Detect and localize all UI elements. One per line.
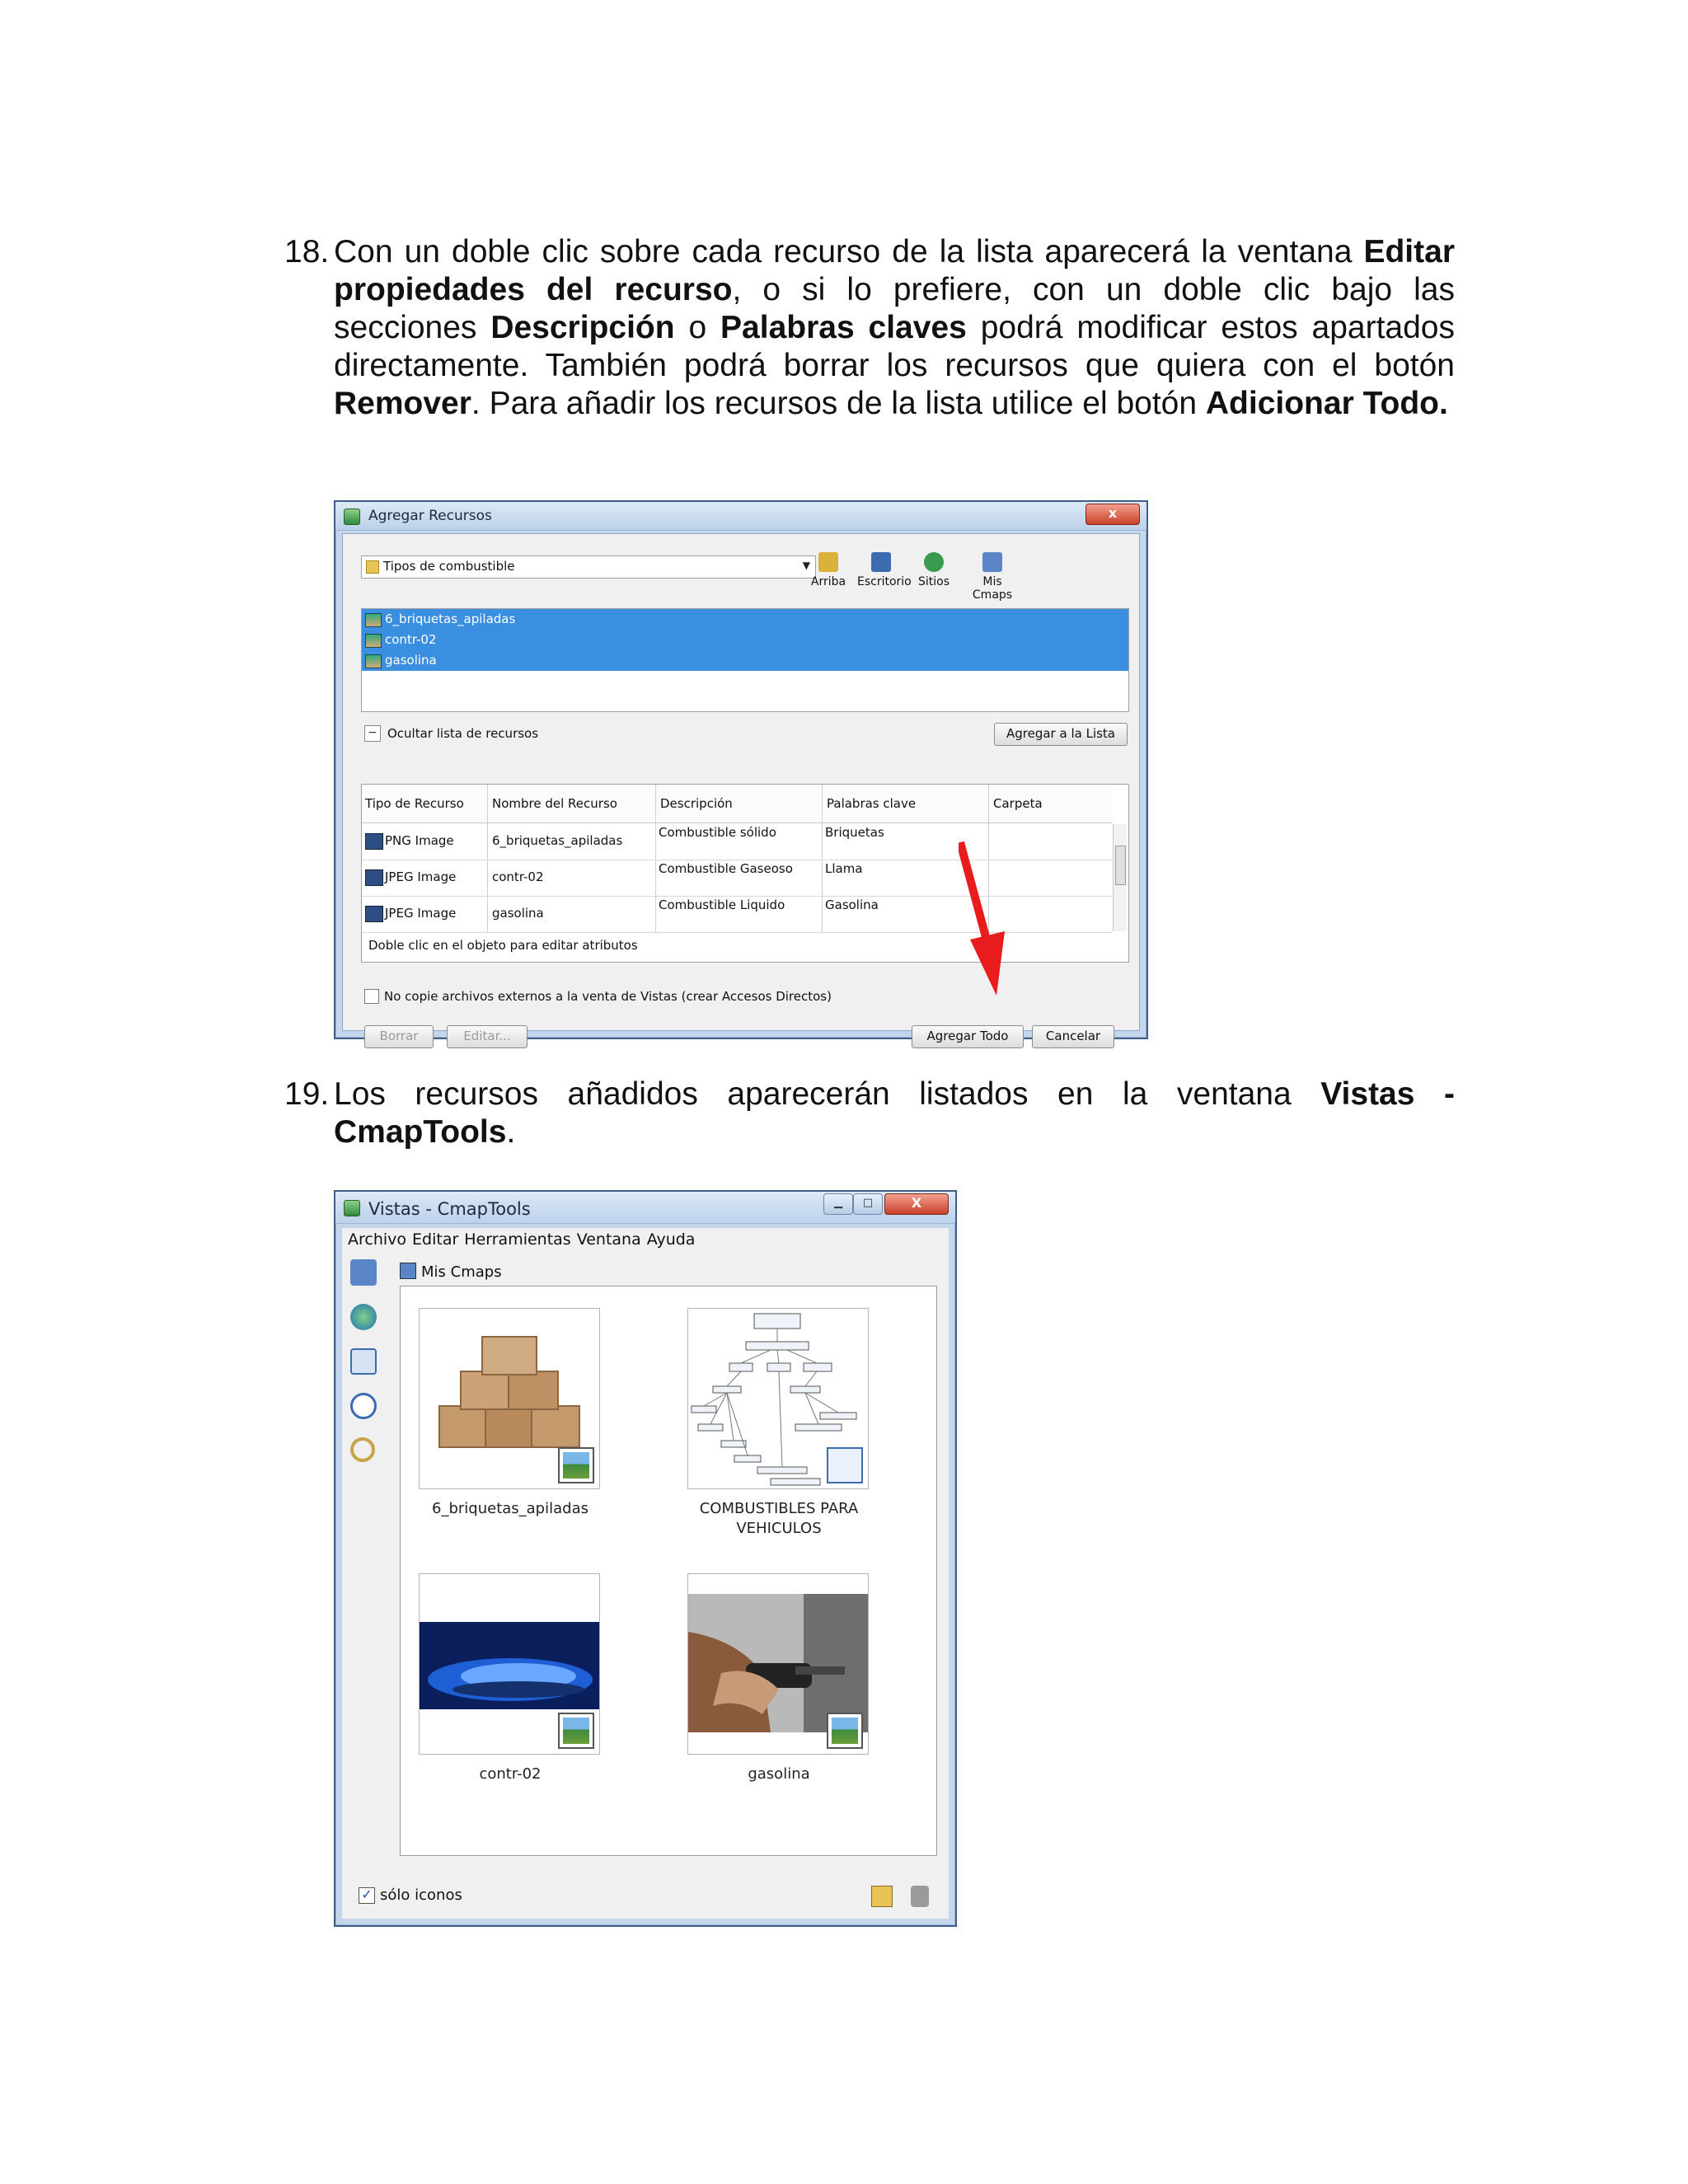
concept-map-badge-icon: [827, 1447, 863, 1483]
cell-name: contr-02: [492, 869, 544, 884]
image-badge-icon: [827, 1713, 863, 1749]
text-run: Con un doble clic sobre cada recurso de la lista aparecerá la ventana: [334, 234, 1364, 269]
list-item-label: contr-02: [385, 632, 437, 647]
image-file-icon: [365, 833, 383, 850]
folder-up-icon: [818, 552, 838, 572]
cell-description[interactable]: Combustible sólido: [659, 825, 776, 840]
views-cmaptools-window: [334, 1190, 957, 1927]
bold-run: Remover: [334, 386, 471, 421]
image-file-icon: [365, 654, 382, 668]
close-button[interactable]: X: [884, 1193, 949, 1215]
hide-list-label: Ocultar lista de recursos: [387, 726, 539, 741]
nav-label: Arriba: [810, 575, 846, 588]
computer-icon: [982, 552, 1002, 572]
cmaptools-app-icon: [344, 509, 360, 525]
menu-editar[interactable]: Editar: [412, 1230, 459, 1249]
text-run: , o si lo prefiere, con un doble clic bajo las secciones: [334, 272, 1455, 345]
window-title: Vistas - CmapTools: [368, 1199, 531, 1219]
image-file-icon: [365, 906, 383, 922]
resource-caption: gasolina: [748, 1765, 810, 1783]
step-number: 18.: [284, 234, 330, 269]
no-copy-checkbox[interactable]: [364, 989, 379, 1004]
cell-description[interactable]: Combustible Liquido: [659, 898, 785, 912]
menu-ayuda[interactable]: Ayuda: [646, 1230, 696, 1249]
only-icons-label: sólo iconos: [380, 1886, 462, 1904]
list-item-label: gasolina: [385, 653, 437, 668]
close-button[interactable]: x: [1085, 504, 1140, 525]
menu-bar: [342, 1228, 949, 1252]
folder-tree-icon[interactable]: [871, 1886, 893, 1907]
resource-caption: COMBUSTIBLES PARA VEHICULOS: [699, 1500, 859, 1537]
minimize-button[interactable]: ▁: [823, 1193, 853, 1215]
my-cmaps-icon[interactable]: [350, 1259, 377, 1286]
list-item[interactable]: [362, 650, 1128, 671]
step-18-text: [334, 233, 1455, 423]
cancel-button[interactable]: Cancelar: [1032, 1025, 1114, 1048]
cell-keywords[interactable]: Briquetas: [825, 825, 884, 840]
collapse-toggle[interactable]: −: [364, 725, 381, 742]
only-icons-checkbox[interactable]: ✓: [359, 1887, 375, 1904]
bold-run: Descripción: [490, 310, 675, 345]
resource-caption: contr-02: [479, 1765, 542, 1783]
text-run: . Para añadir los recursos de la lista utilice el botón: [471, 386, 1206, 421]
view-sidebar: [350, 1259, 383, 1480]
menu-archivo[interactable]: Archivo: [348, 1230, 407, 1249]
edit-button[interactable]: Editar...: [447, 1025, 528, 1048]
globe-icon[interactable]: [350, 1304, 377, 1330]
cell-type: JPEG Image: [385, 906, 457, 921]
window-titlebar: [335, 1192, 955, 1224]
cell-type: JPEG Image: [385, 869, 457, 884]
nav-up-button[interactable]: [804, 552, 852, 588]
delete-button[interactable]: Borrar: [364, 1025, 434, 1048]
red-arrow-annotation: [959, 841, 1008, 997]
dialog-content: [342, 533, 1140, 1043]
add-to-list-button[interactable]: Agregar a la Lista: [994, 723, 1128, 746]
arrow-shaft: [960, 842, 988, 946]
column-header[interactable]: Palabras clave: [827, 796, 917, 811]
cell-keywords[interactable]: Llama: [825, 861, 863, 876]
add-all-button[interactable]: Agregar Todo: [912, 1025, 1024, 1048]
image-badge-icon: [558, 1447, 594, 1483]
resource-caption: 6_briquetas_apiladas: [432, 1500, 588, 1517]
window-bottom-bar: [350, 1882, 940, 1910]
menu-ventana[interactable]: Ventana: [576, 1230, 641, 1249]
resource-thumbnail: [419, 1573, 600, 1755]
bold-run: Vistas - CmapTools: [334, 1076, 1455, 1150]
bold-run: Adicionar Todo.: [1205, 386, 1448, 421]
folder-icon: [366, 560, 379, 574]
table-footer-hint: Doble clic en el objeto para editar atributos: [368, 938, 638, 953]
step-18-paragraph: [284, 233, 1455, 423]
nav-desktop-button[interactable]: [857, 552, 912, 588]
shared-folder-icon[interactable]: [350, 1348, 377, 1375]
globe-icon: [924, 552, 944, 572]
dialog-titlebar: [335, 502, 1146, 531]
column-header[interactable]: Carpeta: [993, 796, 1043, 811]
cell-name: 6_briquetas_apiladas: [492, 833, 623, 848]
step-19-text: [334, 1076, 1455, 1151]
image-badge-icon: [558, 1713, 594, 1749]
resource-thumbnail: [687, 1308, 869, 1489]
no-copy-label: No copie archivos externos a la venta de Vistas (crear Accesos Directos): [384, 989, 832, 1004]
column-header[interactable]: Tipo de Recurso: [365, 796, 464, 811]
arrow-head: [970, 931, 1005, 996]
list-item[interactable]: [362, 609, 1128, 630]
resources-table: [361, 784, 1129, 963]
nav-label: Sitios: [917, 575, 950, 588]
history-clock-icon[interactable]: [350, 1393, 377, 1419]
column-header[interactable]: Nombre del Recurso: [492, 796, 617, 811]
cell-description[interactable]: Combustible Gaseoso: [659, 861, 793, 876]
menu-herramientas[interactable]: Herramientas: [464, 1230, 571, 1249]
image-file-icon: [365, 634, 382, 648]
nav-mycmaps-button[interactable]: [963, 552, 1022, 602]
image-file-icon: [365, 869, 383, 886]
folder-select-value: Tipos de combustible: [383, 559, 515, 574]
resource-thumbnail: [419, 1308, 600, 1489]
resources-pane: [400, 1286, 937, 1856]
nav-label: Escritorio: [857, 575, 912, 588]
list-item[interactable]: [362, 630, 1128, 650]
list-item-label: 6_briquetas_apiladas: [385, 612, 516, 626]
folder-select[interactable]: [361, 555, 816, 579]
bold-run: Palabras claves: [720, 310, 967, 345]
step-number: 19.: [284, 1076, 330, 1112]
scrollbar-thumb[interactable]: [1115, 846, 1126, 885]
image-file-icon: [365, 613, 382, 627]
folder-header: [400, 1263, 502, 1281]
bold-run: Editar propiedades del recurso: [334, 234, 1455, 307]
text-run: podrá modificar estos apartados directamente. También podrá borrar los recursos que quiera con el botón: [334, 310, 1455, 383]
resource-card[interactable]: [687, 1308, 870, 1539]
search-magnifier-icon[interactable]: [350, 1437, 375, 1462]
resource-card[interactable]: [419, 1308, 602, 1519]
computer-icon: [400, 1263, 416, 1279]
resource-thumbnail: [687, 1573, 869, 1755]
desktop-icon: [871, 552, 891, 572]
add-resources-dialog: [334, 500, 1148, 1043]
trash-icon[interactable]: [911, 1886, 929, 1907]
vertical-scrollbar[interactable]: [1113, 824, 1127, 931]
column-header[interactable]: Descripción: [660, 796, 733, 811]
window-body: [342, 1251, 949, 1919]
text-run: o: [674, 310, 721, 345]
text-run: Los recursos añadidos aparecerán listados en la ventana: [334, 1076, 1321, 1112]
cell-keywords[interactable]: Gasolina: [825, 898, 879, 912]
dialog-title: Agregar Recursos: [368, 508, 492, 524]
table-header: [362, 785, 1112, 823]
cell-name: gasolina: [492, 906, 544, 921]
text-run: .: [506, 1114, 516, 1150]
chevron-down-icon: ▼: [802, 560, 810, 571]
resource-card[interactable]: [687, 1573, 870, 1784]
cmaptools-app-icon: [344, 1200, 360, 1216]
file-list: [361, 608, 1129, 712]
nav-label: Mis Cmaps: [972, 575, 1013, 602]
cell-type: PNG Image: [385, 833, 454, 848]
resource-card[interactable]: [419, 1573, 602, 1784]
maximize-button[interactable]: □: [853, 1193, 883, 1215]
step-19-paragraph: [284, 1076, 1455, 1151]
nav-sites-button[interactable]: [910, 552, 958, 588]
folder-header-label: Mis Cmaps: [421, 1263, 502, 1281]
